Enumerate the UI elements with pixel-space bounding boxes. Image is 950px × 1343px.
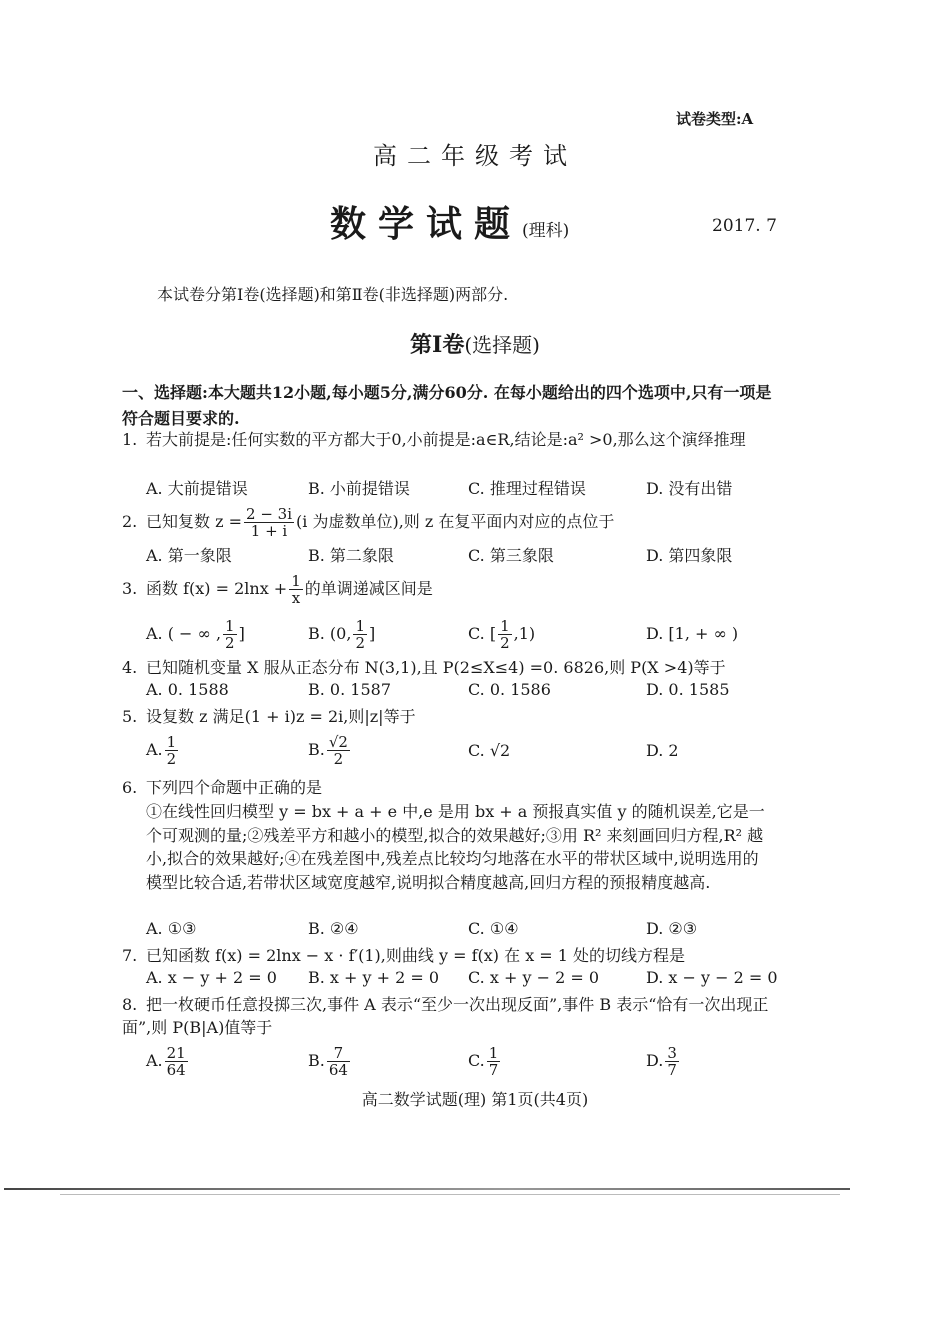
question-text-after: 的单调递减区间是 [304,579,433,598]
option-c: C. 第三象限 [468,546,554,565]
option-d: D. 2 [646,741,679,760]
question-number: 1. [122,430,138,449]
fraction [353,618,367,651]
question-1 [122,428,772,451]
question-text: 已知随机变量 X 服从正态分布 N(3,1),且 P(2≤X≤4) =0. 6826,则 P(X >4)等于 [146,658,726,677]
question-text: 若大前提是:任何实数的平方都大于0,小前提是:a∈R,结论是:a² >0,那么这个演绎推理 [146,430,746,449]
option-b [308,1045,352,1078]
scan-edge-line-faint [60,1194,840,1195]
fraction [327,1045,350,1078]
option-d: D. 0. 1585 [646,680,730,699]
question-2 [122,506,614,539]
denominator: 2 [500,634,510,652]
option-d: D. [1, + ∞ ) [646,624,739,643]
exam-date: 2017. 7 [712,216,777,236]
option-a [146,734,180,767]
option-a: A. ①③ [146,919,197,938]
numerator: 7 [327,1045,350,1062]
option-prefix: B. [308,1051,325,1070]
numerator: 21 [166,1044,186,1062]
option-d [646,1045,681,1078]
option-a: A. 大前提错误 [146,479,248,498]
option-prefix: A. [146,740,163,759]
question-6 [122,776,322,799]
option-a: A. 0. 1588 [146,680,229,699]
numerator: 1 [291,572,301,590]
denominator: 64 [328,1061,348,1079]
fraction [289,573,303,606]
question-text: 已知函数 f(x) = 2lnx − x · f′(1),则曲线 y = f(x) 在 x = 1 处的切线方程是 [146,946,686,965]
option-c: C. 推理过程错误 [468,479,586,498]
option-b: B. ②④ [308,919,359,938]
numerator: 1 [225,617,235,635]
question-text: 下列四个命题中正确的是 [146,778,323,797]
options-4 [146,680,796,706]
option-prefix: B. (0, [308,624,352,643]
option-d: D. 没有出错 [646,479,733,498]
intro-text: 本试卷分第Ⅰ卷(选择题)和第Ⅱ卷(非选择题)两部分. [157,285,509,304]
option-c: C. √2 [468,741,511,760]
option-suffix: ] [238,624,245,643]
question-number: 3. [122,579,138,598]
question-5 [122,705,416,728]
section-heading [0,328,950,359]
fraction [223,618,237,651]
denominator: 1 + i [250,522,288,540]
option-prefix: A. ( − ∞ , [146,624,222,643]
option-c: C. ①④ [468,919,519,938]
section-note: (选择题) [464,333,540,357]
option-c [468,618,535,651]
options-7 [146,968,796,994]
option-c: C. x + y − 2 = 0 [468,968,599,987]
denominator: 7 [667,1061,677,1079]
question-text-after: (i 为虚数单位),则 z 在复平面内对应的点位于 [296,512,615,531]
option-c: C. 0. 1586 [468,680,551,699]
option-d: D. 第四象限 [646,546,733,565]
instructions: 一、选择题:本大题共12小题,每小题5分,满分60分. 在每小题给出的四个选项中,只有一项是符合题目要求的. [122,383,772,428]
fraction [244,506,294,539]
option-c [468,1045,502,1078]
denominator: 7 [488,1061,499,1079]
subject-note: (理科) [522,221,570,241]
option-a [146,618,245,651]
page-footer: 高二数学试题(理) 第1页(共4页) [361,1090,589,1109]
question-number: 7. [122,946,138,965]
numerator: 3 [667,1044,677,1062]
fraction [665,1045,679,1078]
option-b: B. 小前提错误 [308,479,410,498]
section-title: 第Ⅰ卷 [410,332,465,358]
option-suffix: ] [368,624,376,643]
denominator: 2 [166,750,177,768]
numerator: 1 [166,733,177,751]
denominator: x [291,589,301,607]
option-prefix: C. [ [468,624,497,643]
numerator: 1 [488,1044,499,1062]
denominator: 2 [333,750,344,768]
options-1 [146,476,796,502]
option-a: A. 第一象限 [146,546,232,565]
options-5 [146,734,796,772]
options-2 [146,543,796,569]
question-number: 5. [122,707,138,726]
option-d: D. x − y − 2 = 0 [646,968,778,987]
question-number: 2. [122,512,138,531]
scan-edge-line [4,1188,850,1190]
denominator: 64 [166,1061,186,1079]
options-6 [146,919,796,945]
question-4 [122,656,726,679]
option-d: D. ②③ [646,919,698,938]
options-8 [146,1045,796,1083]
fraction [487,1045,501,1078]
option-b: B. 0. 1587 [308,680,391,699]
numerator: 2 − 3i [246,505,293,523]
option-prefix: A. [146,1051,163,1070]
option-b: B. 第二象限 [308,546,394,565]
question-number: 6. [122,778,138,797]
question-text: 把一枚硬币任意投掷三次,事件 A 表示“至少一次出现反面”,事件 B 表示“恰有一次出现正面”,则 P(B|A)值等于 [122,995,769,1037]
question-6-body: ①在线性回归模型 y = bx + a + e 中,e 是用 bx + a 预报真实值 y 的随机误差,它是一个可观测的量;②残差平方和越小的模型,拟合的效果越好;③用 R² 来刻画回归方程,R² 越小,拟合的效果越好;④在残差图中,残差点比较均匀地落在水平的带状区域中,说明选用的模型比较合适,若带状区域宽度越窄,说明拟合精度越高,回归方程的预报精度越高. [146,802,765,892]
options-3 [146,618,796,652]
grade-title: 高二年级考试 [373,142,577,170]
denominator: 2 [355,634,365,652]
exam-title [330,196,569,247]
option-prefix: C. [468,1051,485,1070]
question-8 [122,993,772,1039]
option-a [146,1045,190,1078]
question-7 [122,944,685,967]
option-b [308,618,375,651]
fraction [165,734,179,767]
option-a: A. x − y + 2 = 0 [146,968,277,987]
numerator: 1 [500,617,510,635]
question-3 [122,573,433,606]
fraction [165,1045,188,1078]
option-b [308,734,352,767]
fraction [327,734,350,767]
fraction [498,618,512,651]
title-text: 数学试题 [330,203,523,245]
question-number: 4. [122,658,138,677]
denominator: 2 [225,634,235,652]
numerator: √2 [328,733,348,751]
question-number: 8. [122,995,138,1014]
question-text-before: 已知复数 z = [146,512,243,531]
question-text-before: 函数 f(x) = 2lnx + [146,579,288,598]
paper-type-label: 试卷类型:A [676,110,754,128]
option-b: B. x + y + 2 = 0 [308,968,440,987]
option-suffix: ,1) [513,624,536,643]
option-prefix: B. [308,740,325,759]
question-text: 设复数 z 满足(1 + i)z = 2i,则|z|等于 [146,707,416,726]
option-prefix: D. [646,1051,664,1070]
numerator: 1 [355,617,365,635]
